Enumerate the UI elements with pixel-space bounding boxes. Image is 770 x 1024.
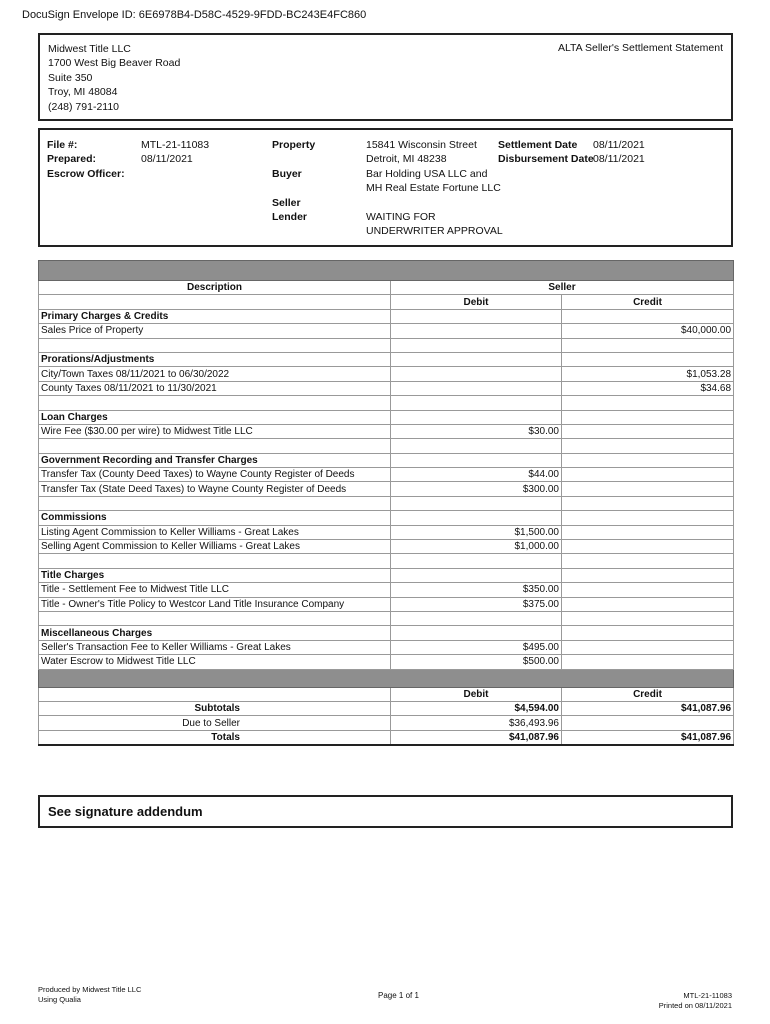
file-label: File #: — [47, 139, 78, 151]
file-info-box — [38, 128, 733, 247]
totals-credit: $41,087.96 — [562, 730, 734, 745]
table-row: Wire Fee ($30.00 per wire) to Midwest Title LLC $30.00 — [39, 424, 734, 438]
spacer-row — [39, 611, 734, 625]
spacer-row — [39, 396, 734, 410]
section-header: Loan Charges — [39, 410, 734, 424]
totals-divider-row — [39, 669, 734, 687]
buyer-line1: Bar Holding USA LLC and — [366, 167, 488, 180]
totals-debit-header: Debit — [391, 687, 562, 701]
company-header — [38, 33, 733, 121]
settlement-date-label: Settlement Date — [498, 139, 578, 151]
company-address-line2: Suite 350 — [48, 71, 93, 84]
section-header: Commissions — [39, 511, 734, 525]
property-label: Property — [272, 139, 316, 151]
section-header: Government Recording and Transfer Charges — [39, 453, 734, 467]
due-to-seller-debit: $36,493.96 — [391, 716, 562, 730]
spacer-row — [39, 496, 734, 510]
table-row: Selling Agent Commission to Keller Williams - Great Lakes $1,000.00 — [39, 540, 734, 554]
debit-header: Debit — [391, 295, 562, 309]
signature-addendum-text: See signature addendum — [48, 804, 203, 819]
footer-file-info — [659, 991, 732, 1011]
empty-cell — [39, 295, 391, 309]
table-subheader-row — [39, 295, 734, 309]
table-row: Title - Owner's Title Policy to Westcor Land Title Insurance Company $375.00 — [39, 597, 734, 611]
section-header: Prorations/Adjustments — [39, 352, 734, 366]
table-row: Listing Agent Commission to Keller Williams - Great Lakes $1,500.00 — [39, 525, 734, 539]
escrow-officer-label: Escrow Officer: — [47, 167, 125, 180]
spacer-row — [39, 554, 734, 568]
table-row: Transfer Tax (State Deed Taxes) to Wayne County Register of Deeds $300.00 — [39, 482, 734, 496]
prepared-date: 08/11/2021 — [141, 153, 193, 166]
disbursement-date: 08/11/2021 — [593, 153, 645, 166]
table-row: Sales Price of Property $40,000.00 — [39, 324, 734, 338]
footer-producer — [38, 985, 141, 1005]
footer-produced-by: Produced by Midwest Title LLC — [38, 985, 142, 994]
signature-addendum-box — [38, 795, 733, 828]
table-row: City/Town Taxes 08/11/2021 to 06/30/2022 $1,053.28 — [39, 367, 734, 381]
section-header: Title Charges — [39, 568, 734, 582]
subtotals-label: Subtotals — [39, 701, 391, 715]
footer-using: Using Qualia — [38, 995, 81, 1004]
file-number: MTL-21-11083 — [141, 139, 210, 151]
table-banner — [39, 261, 734, 281]
table-row: Water Escrow to Midwest Title LLC $500.00 — [39, 655, 734, 669]
section-header: Miscellaneous Charges — [39, 626, 734, 640]
table-banner-row — [39, 261, 734, 281]
description-header: Description — [39, 281, 391, 295]
totals-header-row — [39, 687, 734, 701]
totals-label: Totals — [39, 730, 391, 745]
section-header: Primary Charges & Credits — [39, 309, 734, 323]
buyer-line2: MH Real Estate Fortune LLC — [366, 182, 501, 195]
prepared-label: Prepared: — [47, 153, 97, 166]
subtotals-debit: $4,594.00 — [391, 701, 562, 715]
table-header-row — [39, 281, 734, 295]
seller-label: Seller — [272, 196, 301, 209]
charges-table — [38, 260, 734, 746]
table-row: County Taxes 08/11/2021 to 11/30/2021 $34.68 — [39, 381, 734, 395]
spacer-row — [39, 439, 734, 453]
company-address-block — [48, 42, 180, 114]
table-row: Seller's Transaction Fee to Keller Williams - Great Lakes $495.00 — [39, 640, 734, 654]
totals-credit-header: Credit — [562, 687, 734, 701]
lender-line2: UNDERWRITER APPROVAL — [366, 225, 503, 238]
company-phone: (248) 791-2110 — [48, 100, 120, 113]
footer-printed-date: Printed on 08/11/2021 — [658, 1001, 732, 1010]
totals-row — [39, 730, 734, 745]
buyer-label: Buyer — [272, 167, 302, 180]
property-address-line1: 15841 Wisconsin Street — [366, 139, 477, 151]
settlement-date: 08/11/2021 — [593, 139, 645, 151]
company-city: Troy, MI 48084 — [48, 86, 118, 99]
company-name: Midwest Title LLC — [48, 43, 131, 55]
due-to-seller-label: Due to Seller — [39, 716, 391, 730]
property-address-line2: Detroit, MI 48238 — [366, 153, 447, 166]
footer-page-number: Page 1 of 1 — [378, 991, 419, 1000]
lender-label: Lender — [272, 211, 308, 223]
statement-title: ALTA Seller's Settlement Statement — [557, 42, 723, 54]
lender-line1: WAITING FOR — [366, 211, 436, 223]
credit-header: Credit — [562, 295, 734, 309]
due-to-seller-row — [39, 716, 734, 730]
spacer-row — [39, 338, 734, 352]
totals-debit: $41,087.96 — [391, 730, 562, 745]
subtotals-row — [39, 701, 734, 715]
docusign-envelope-id: DocuSign Envelope ID: 6E6978B4-D58C-4529-9FDD-BC243E4FC860 — [22, 9, 367, 21]
footer-file-number: MTL-21-11083 — [683, 991, 732, 1000]
disbursement-date-label: Disbursement Date — [498, 153, 594, 166]
company-address-line1: 1700 West Big Beaver Road — [48, 57, 181, 70]
seller-header: Seller — [391, 281, 734, 295]
subtotals-credit: $41,087.96 — [562, 701, 734, 715]
table-row: Transfer Tax (County Deed Taxes) to Wayne County Register of Deeds $44.00 — [39, 468, 734, 482]
table-row: Title - Settlement Fee to Midwest Title LLC $350.00 — [39, 583, 734, 597]
